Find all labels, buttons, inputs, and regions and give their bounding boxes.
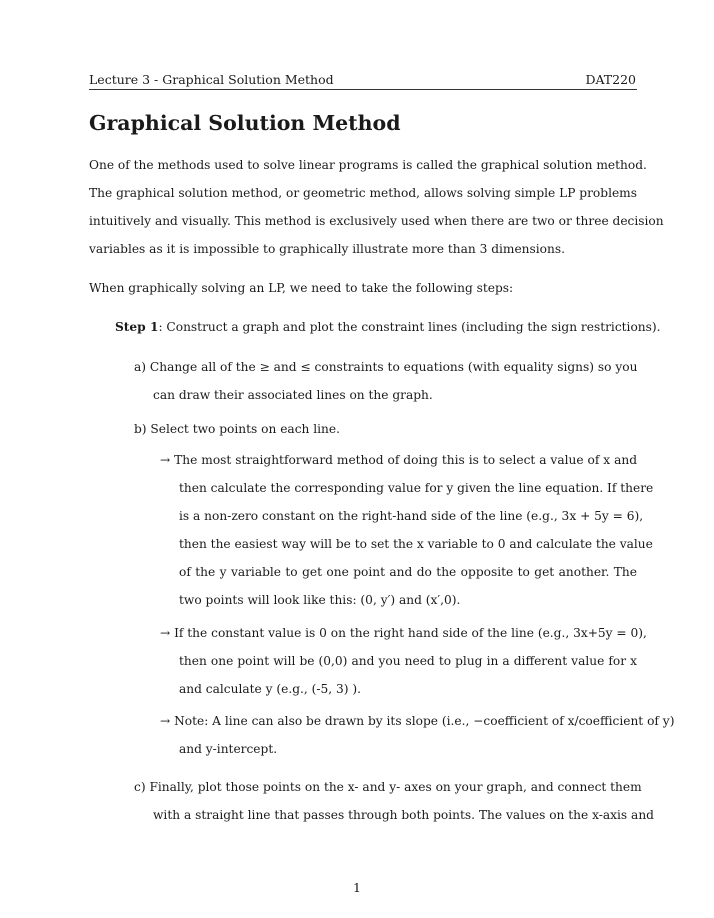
bullet3-line-2: and y-intercept. [179, 742, 278, 756]
intro-line-2: The graphical solution method, or geometric method, allows solving simple LP problems [89, 186, 637, 200]
bullet1-line-4: then the easiest way will be to set the x variable to 0 and calculate the value [179, 537, 653, 551]
item-b-line-1: b) Select two points on each line. [134, 422, 340, 436]
page-title: Graphical Solution Method [89, 111, 401, 135]
bullet1-line-6: two points will look like this: (0, y′) and (x′,0). [179, 593, 461, 607]
bullet2-line-1: → If the constant value is 0 on the right hand side of the line (e.g., 3x+5y = 0), [160, 626, 647, 640]
page-number: 1 [353, 880, 361, 895]
step1-line [115, 313, 661, 341]
item-c-line-1: c) Finally, plot those points on the x- and y- axes on your graph, and connect them [134, 780, 642, 794]
header-left: Lecture 3 - Graphical Solution Method [89, 72, 334, 87]
header-rule [89, 89, 637, 90]
bullet1-line-2: then calculate the corresponding value for y given the line equation. If there [179, 481, 654, 495]
intro-line-1: One of the methods used to solve linear programs is called the graphical solution method. [89, 158, 647, 172]
intro-line-3: intuitively and visually. This method is exclusively used when there are two or three decision [89, 214, 664, 228]
item-a-line-1: a) Change all of the ≥ and ≤ constraints to equations (with equality signs) so you [134, 360, 638, 374]
intro-line-4: variables as it is impossible to graphically illustrate more than 3 dimensions. [89, 242, 565, 256]
bullet2-line-2: then one point will be (0,0) and you need to plug in a different value for x [179, 654, 637, 668]
step1-text: : Construct a graph and plot the constraint lines (including the sign restrictions). [158, 320, 661, 334]
bullet1-line-5: of the y variable to get one point and do the opposite to get another. The [179, 565, 637, 579]
item-c-line-2: with a straight line that passes through both points. The values on the x-axis and [153, 808, 654, 822]
item-a-line-2: can draw their associated lines on the graph. [153, 388, 433, 402]
bullet1-line-3: is a non-zero constant on the right-hand side of the line (e.g., 3x + 5y = 6), [179, 509, 644, 523]
bullet2-line-3: and calculate y (e.g., (-5, 3) ). [179, 682, 362, 696]
step1-label: Step 1 [115, 320, 159, 334]
bullet1-line-1: → The most straightforward method of doing this is to select a value of x and [160, 453, 637, 467]
steps-intro: When graphically solving an LP, we need to take the following steps: [89, 281, 514, 295]
header-right: DAT220 [585, 72, 636, 87]
bullet3-line-1: → Note: A line can also be drawn by its slope (i.e., −coefficient of x/coefficient of y) [160, 714, 675, 728]
